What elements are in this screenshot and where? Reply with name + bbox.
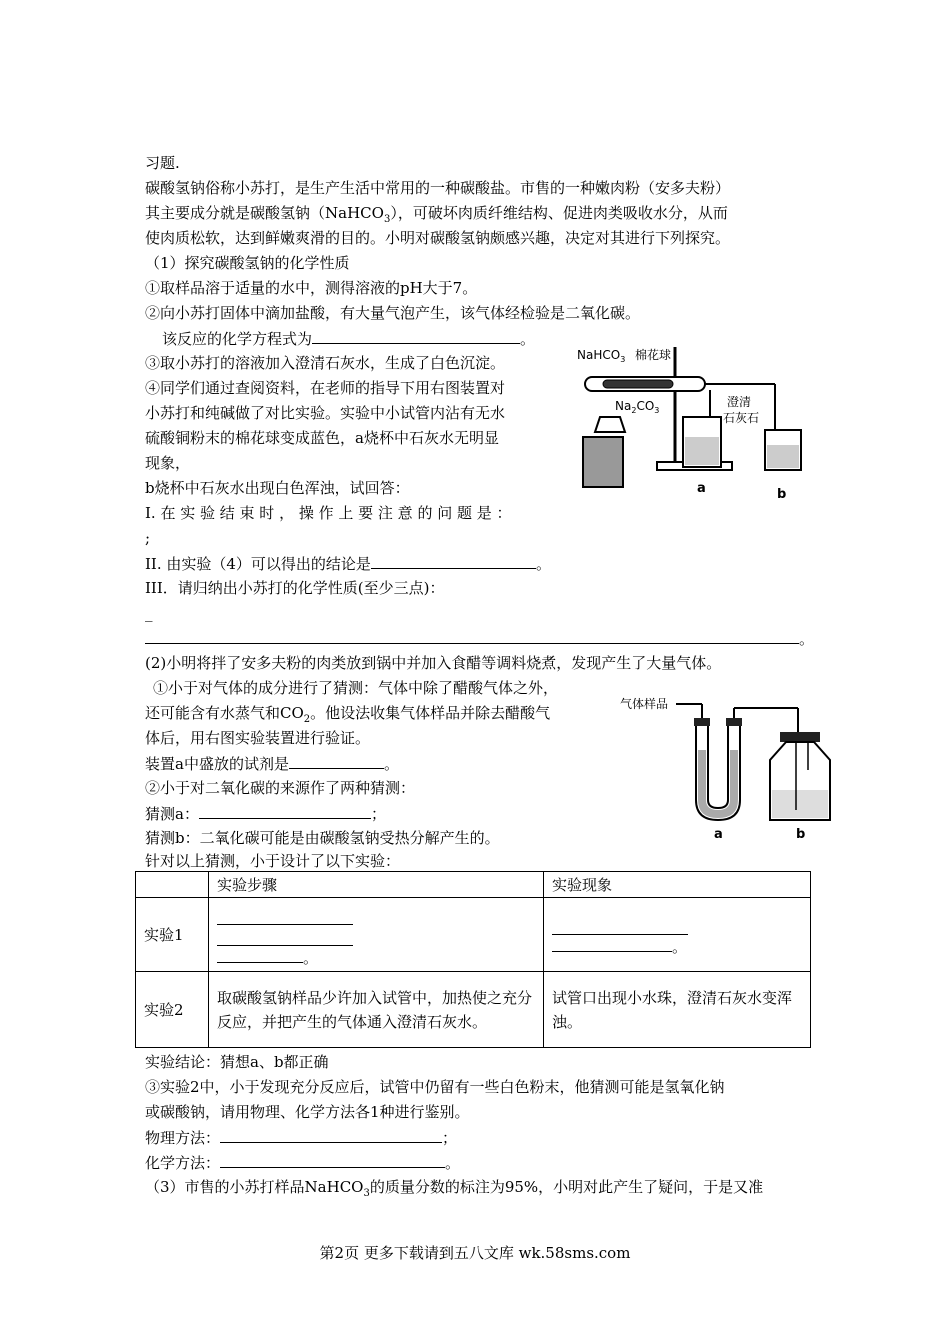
table-cell: 取碳酸氢钠样品少许加入试管中，加热使之充分反应，并把产生的气体通入澄清石灰水。 [209,972,544,1048]
paragraph-line: ②小于对二氧化碳的来源作了两种猜测： [145,779,416,797]
answer-blank[interactable] [199,803,371,819]
paragraph-line: 现象， [145,454,191,472]
answer-blank[interactable] [220,1152,445,1168]
paragraph-line: ①小于对气体的成分进行了猜测：气体中除了醋酸气体之外， [153,679,559,697]
paragraph-line: 使肉质松软，达到鲜嫩爽滑的目的。小明对碳酸氢钠颇感兴趣，决定对其进行下列探究。 [145,229,731,247]
answer-line: 。 [145,628,814,649]
paragraph-line: 还可能含有水蒸气和$CO_2$。他设法收集气体样品并除去醋酸气 [145,704,551,725]
label-limestone: 石灰石 [723,411,760,425]
apparatus-figure-1 [575,342,805,502]
answer-blank[interactable] [289,753,384,769]
table-header-result: 实验现象 [544,872,811,898]
table-cell [136,872,209,898]
paragraph-line: ③取小苏打的溶液加入澄清石灰水，生成了白色沉淀。 [145,354,506,372]
paragraph-line: b烧杯中石灰水出现白色浑浊，试回答： [145,479,410,497]
paragraph-line: ②向小苏打固体中滴加盐酸，有大量气泡产生，该气体经检验是二氧化碳。 [145,304,641,322]
label-na2co3: $Na_2CO_3$ [615,399,660,415]
paragraph-line: 碳酸氢钠俗称小苏打，是生产生活中常用的一种碳酸盐。市售的一种嫩肉粉（安多夫粉） [145,179,731,197]
section-heading: (2)小明将拌了安多夫粉的肉类放到锅中并加入食醋等调料烧煮，发现产生了大量气体。 [145,654,722,672]
paragraph-line: 或碳酸钠，请用物理、化学方法各1种进行鉴别。 [145,1103,470,1121]
question-line: II. 由实验（4）可以得出的结论是 。 [145,555,551,573]
paragraph-line: ①取样品溶于适量的水中，测得溶液的pH大于7。 [145,279,478,297]
page-footer: 第2页 更多下载请到五八文库 wk.58sms.com [319,1244,631,1262]
apparatus-figure-2 [618,690,838,845]
question-line: ; [145,529,151,547]
table-header-step: 实验步骤 [209,872,544,898]
answer-blank[interactable] [217,947,303,963]
answer-blank[interactable] [217,925,353,946]
table-cell: 。 [544,898,811,972]
label-device-b: b [796,827,806,842]
paragraph-line: 体后，用右图实验装置进行验证。 [145,729,371,747]
label-clear: 澄清 [727,395,752,409]
answer-blank[interactable] [552,914,688,935]
label-beaker-a: a [697,481,706,496]
paragraph-line: 针对以上猜测，小于设计了以下实验： [145,852,401,870]
paragraph-line: 小苏打和纯碱做了对比实验。实验中小试管内沾有无水 [145,404,506,422]
label-beaker-b: b [777,487,787,502]
paragraph-line: ③实验2中，小于发现充分反应后，试管中仍留有一些白色粉末，他猜测可能是氢氧化钠 [145,1078,725,1096]
table-header-row [136,872,811,898]
paragraph-line: 实验结论：猜想a、b都正确 [145,1053,329,1071]
paragraph-line: （3）市售的小苏打样品NaHCO$_3$的质量分数的标注为95%，小明对此产生了疑问，于是又准 [145,1178,764,1199]
answer-blank[interactable] [552,936,672,952]
question-line: III．请归纳出小苏打的化学性质(至少三点)： [145,579,445,597]
table-row [136,972,811,1048]
table-row [136,898,811,972]
answer-blank[interactable] [371,553,536,569]
question-line: 化学方法： 。 [145,1154,461,1172]
label-nahco3: NaHCO$_3$ [577,348,626,364]
answer-blank[interactable] [145,628,799,644]
question-line: I. 在 实 验 结 束 时 ， 操 作 上 要 注 意 的 问 题 是 ： [145,504,512,522]
paragraph-line: 该反应的化学方程式为 。 [162,330,536,348]
table-cell: 。 [209,898,544,972]
table-row-label: 实验2 [136,972,209,1048]
intro-label: 习题. [145,154,180,172]
table-row-label: 实验1 [136,898,209,972]
label-cotton-ball: 棉花球 [635,348,672,362]
question-line: 猜测a： ； [145,805,386,823]
paragraph-line: 其主要成分就是碳酸氢钠（NaHCO$_3$），可破坏肉质纤维结构、促进肉类吸收水分，从而 [145,204,728,225]
label-device-a: a [714,827,723,842]
question-line: _ [145,604,153,622]
table-cell: 试管口出现小水珠，澄清石灰水变浑浊。 [544,972,811,1048]
paragraph-line: 硫酸铜粉末的棉花球变成蓝色，a烧杯中石灰水无明显 [145,429,499,447]
question-line: 装置a中盛放的试剂是 。 [145,755,399,773]
section-heading: （1）探究碳酸氢钠的化学性质 [145,254,350,272]
answer-blank[interactable] [220,1127,442,1143]
paragraph-line: 猜测b：二氧化碳可能是由碳酸氢钠受热分解产生的。 [145,829,500,847]
experiment-table [135,871,811,1048]
label-gas-sample: 气体样品 [620,697,669,711]
answer-blank[interactable] [217,904,353,925]
paragraph-line: ④同学们通过查阅资料，在老师的指导下用右图装置对 [145,379,506,397]
question-line: 物理方法： ； [145,1129,458,1147]
answer-blank[interactable] [312,328,520,344]
